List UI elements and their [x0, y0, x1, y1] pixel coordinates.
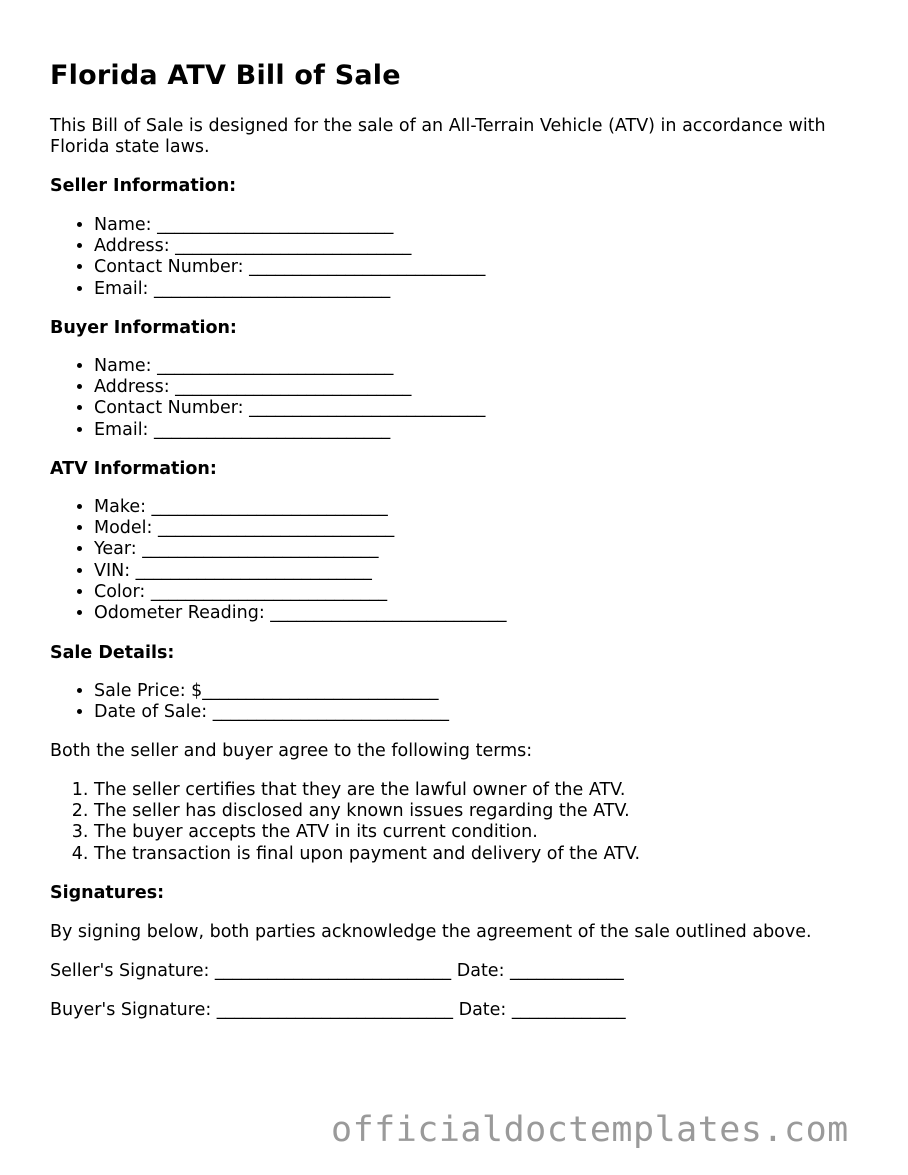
sale-heading: Sale Details:	[50, 643, 175, 663]
watermark-text: officialdoctemplates.com	[331, 1110, 849, 1150]
buyer-signature-line[interactable]: Buyer's Signature: ___________________________ Date: _____________	[50, 1000, 626, 1020]
seller-email-field[interactable]: • Email: ___________________________	[94, 279, 485, 300]
sale-date-field[interactable]: • Date of Sale: ___________________________	[94, 702, 449, 723]
atv-year-field[interactable]: • Year: ___________________________	[94, 539, 507, 560]
seller-address-field[interactable]: • Address: ___________________________	[94, 236, 485, 257]
atv-heading: ATV Information:	[50, 459, 217, 479]
buyer-address-field[interactable]: • Address: ___________________________	[94, 377, 485, 398]
sale-list	[50, 681, 449, 723]
seller-contact-field[interactable]: • Contact Number: ___________________________	[94, 257, 485, 278]
terms-intro: Both the seller and buyer agree to the following terms:	[50, 741, 533, 761]
seller-list	[50, 215, 485, 300]
atv-list	[50, 497, 507, 624]
seller-signature-line[interactable]: Seller's Signature: ___________________________ Date: _____________	[50, 961, 624, 981]
atv-odometer-field[interactable]: • Odometer Reading: ___________________________	[94, 603, 507, 624]
buyer-name-field[interactable]: • Name: ___________________________	[94, 356, 485, 377]
signatures-heading: Signatures:	[50, 883, 165, 903]
term-item: 1. The seller certifies that they are the lawful owner of the ATV.	[94, 780, 640, 801]
buyer-list	[50, 356, 485, 441]
seller-name-field[interactable]: • Name: ___________________________	[94, 215, 485, 236]
term-item: 4. The transaction is final upon payment and delivery of the ATV.	[94, 844, 640, 865]
intro-paragraph: This Bill of Sale is designed for the sale of an All-Terrain Vehicle (ATV) in accordance with Florida state laws.	[50, 116, 826, 157]
atv-make-field[interactable]: • Make: ___________________________	[94, 497, 507, 518]
buyer-email-field[interactable]: • Email: ___________________________	[94, 420, 485, 441]
atv-model-field[interactable]: • Model: ___________________________	[94, 518, 507, 539]
term-item: 2. The seller has disclosed any known issues regarding the ATV.	[94, 801, 640, 822]
atv-color-field[interactable]: • Color: ___________________________	[94, 582, 507, 603]
buyer-contact-field[interactable]: • Contact Number: ___________________________	[94, 398, 485, 419]
page-title: Florida ATV Bill of Sale	[50, 60, 401, 91]
terms-list	[50, 780, 640, 865]
signatures-text: By signing below, both parties acknowledge the agreement of the sale outlined above.	[50, 922, 812, 942]
buyer-heading: Buyer Information:	[50, 318, 237, 338]
atv-vin-field[interactable]: • VIN: ___________________________	[94, 561, 507, 582]
term-item: 3. The buyer accepts the ATV in its current condition.	[94, 822, 640, 843]
sale-price-field[interactable]: • Sale Price: $___________________________	[94, 681, 449, 702]
seller-heading: Seller Information:	[50, 176, 237, 196]
